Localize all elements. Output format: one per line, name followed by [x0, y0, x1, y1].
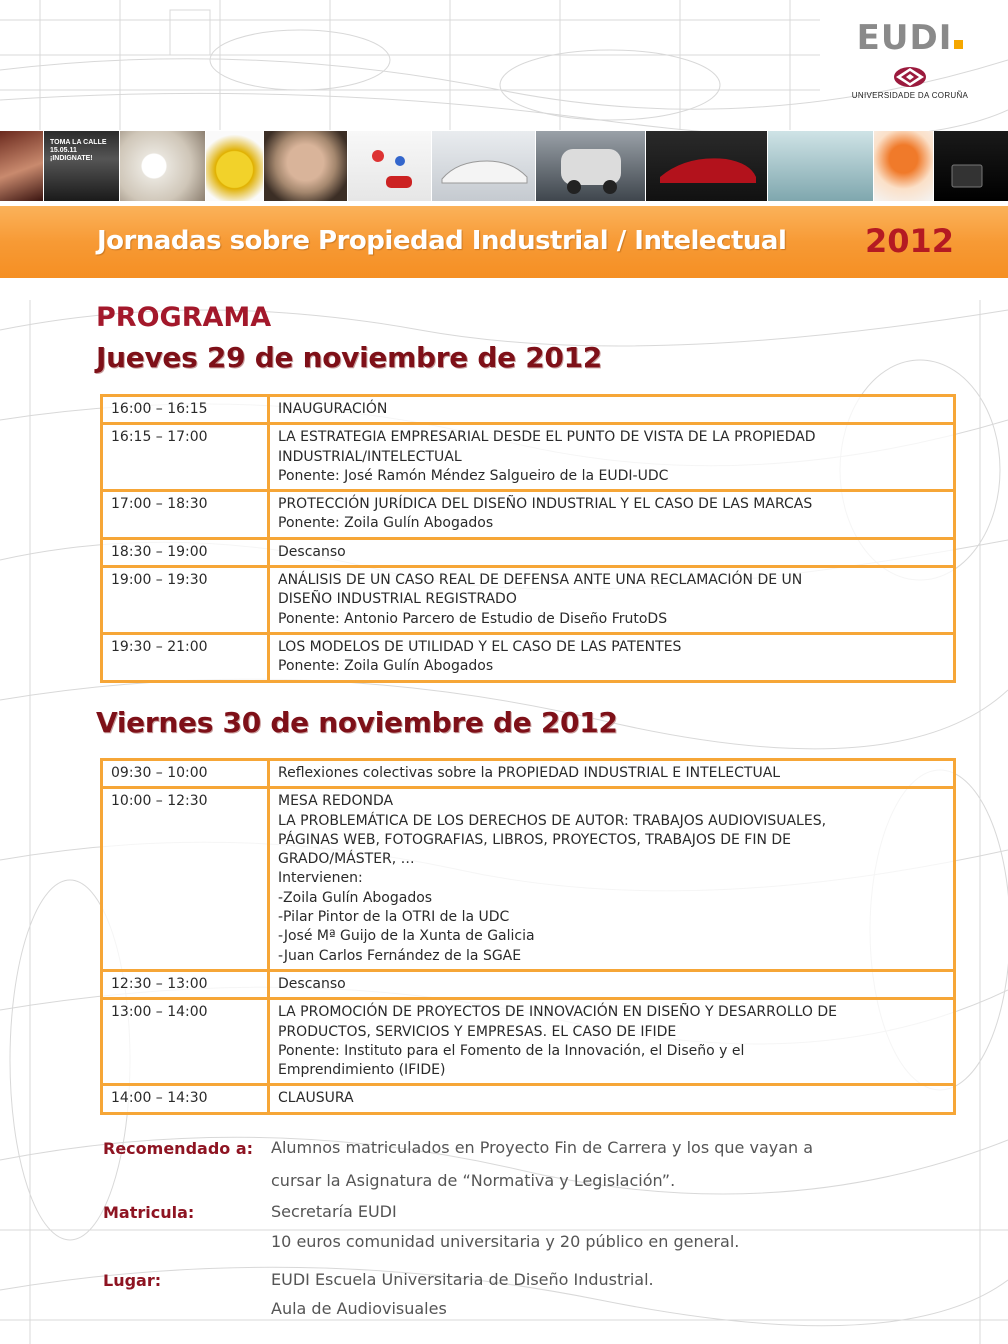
session-time: 10:00 – 12:30: [102, 788, 269, 971]
session-line: MESA REDONDA: [278, 793, 394, 810]
session-description: [269, 999, 955, 1085]
logo-wordmark: EUDI: [856, 18, 953, 58]
schedule-row: [102, 491, 955, 539]
session-description: [269, 970, 955, 998]
recomendado-line-2: cursar la Asignatura de “Normativa y Legislación”.: [271, 1171, 676, 1190]
session-line: GRADO/MÁSTER, …: [278, 851, 415, 868]
university-emblem-icon: [893, 66, 927, 88]
session-line: -Zoila Gulín Abogados: [278, 889, 433, 906]
title-banner: [0, 206, 1008, 278]
session-time: 16:15 – 17:00: [102, 424, 269, 491]
banner-year: 2012: [865, 222, 955, 260]
matricula-line-1: Secretaría EUDI: [271, 1202, 397, 1221]
session-line: Ponente: Instituto para el Fomento de la Innovación, el Diseño y el: [278, 1042, 745, 1059]
photo-tile: [0, 131, 44, 201]
session-time: 18:30 – 19:00: [102, 538, 269, 566]
session-line: Descanso: [278, 543, 346, 560]
recomendado-line-1: Alumnos matriculados en Proyecto Fin de Carrera y los que vayan a: [271, 1138, 814, 1157]
session-line: -José Mª Guijo de la Xunta de Galicia: [278, 928, 535, 945]
session-line: PROTECCIÓN JURÍDICA DEL DISEÑO INDUSTRIAL Y EL CASO DE LAS MARCAS: [278, 496, 813, 513]
session-line: PRODUCTOS, SERVICIOS Y EMPRESAS. EL CASO DE IFIDE: [278, 1023, 677, 1040]
session-description: [269, 760, 955, 788]
session-time: 16:00 – 16:15: [102, 396, 269, 424]
session-time: 12:30 – 13:00: [102, 970, 269, 998]
day2-title: Viernes 30 de noviembre de 2012: [96, 706, 618, 739]
session-description: [269, 538, 955, 566]
schedule-row: [102, 760, 955, 788]
session-line: Descanso: [278, 975, 346, 992]
programa-heading: PROGRAMA: [96, 302, 272, 333]
session-time: 19:30 – 21:00: [102, 633, 269, 681]
session-description: [269, 788, 955, 971]
session-line: -Pilar Pintor de la OTRI de la UDC: [278, 909, 510, 926]
matricula-line-2: 10 euros comunidad universitaria y 20 público en general.: [271, 1232, 740, 1251]
session-line: Intervienen:: [278, 870, 363, 887]
photo-tile: [874, 131, 934, 201]
session-line: Ponente: Antonio Parcero de Estudio de Diseño FrutoDS: [278, 610, 668, 627]
photo-tile: [536, 131, 646, 201]
session-line: Ponente: José Ramón Méndez Salgueiro de la EUDI-UDC: [278, 467, 669, 484]
session-line: INDUSTRIAL/INTELECTUAL: [278, 448, 462, 465]
session-description: [269, 567, 955, 634]
photo-tile: [120, 131, 206, 201]
session-line: CLAUSURA: [278, 1090, 354, 1107]
session-time: 14:00 – 14:30: [102, 1085, 269, 1113]
session-time: 17:00 – 18:30: [102, 491, 269, 539]
photo-tile: [768, 131, 874, 201]
collage-text: TOMA LA CALLE 15.05.11 ¡INDIGNATE!: [50, 139, 107, 162]
recomendado-label: Recomendado a:: [103, 1139, 254, 1158]
session-time: 19:00 – 19:30: [102, 567, 269, 634]
session-line: Reflexiones colectivas sobre la PROPIEDAD INDUSTRIAL E INTELECTUAL: [278, 765, 781, 781]
photo-tile-collage: [44, 131, 120, 201]
photo-tile: [934, 131, 1008, 201]
session-time: 09:30 – 10:00: [102, 760, 269, 788]
session-description: [269, 633, 955, 681]
institution-name: UNIVERSIDADE DA CORUÑA: [851, 91, 969, 100]
session-line: LOS MODELOS DE UTILIDAD Y EL CASO DE LAS PATENTES: [278, 638, 682, 655]
eudi-logo: [850, 18, 970, 100]
session-line: Emprendimiento (IFIDE): [278, 1062, 446, 1079]
schedule-row: [102, 999, 955, 1085]
photo-tile: [432, 131, 536, 201]
session-line: Ponente: Zoila Gulín Abogados: [278, 658, 494, 675]
schedule-row: [102, 424, 955, 491]
session-line: ANÁLISIS DE UN CASO REAL DE DEFENSA ANTE UNA RECLAMACIÓN DE UN: [278, 572, 803, 589]
lugar-label: Lugar:: [103, 1271, 162, 1290]
schedule-row: [102, 633, 955, 681]
photo-tile: [264, 131, 348, 201]
session-line: LA PROMOCIÓN DE PROYECTOS DE INNOVACIÓN EN DISEÑO Y DESARROLLO DE: [278, 1004, 838, 1021]
session-description: [269, 1085, 955, 1113]
session-description: [269, 491, 955, 539]
schedule-row: [102, 567, 955, 634]
session-line: LA PROBLEMÁTICA DE LOS DERECHOS DE AUTOR: TRABAJOS AUDIOVISUALES,: [278, 812, 827, 829]
day2-schedule-table: [100, 758, 956, 1115]
session-line: PÁGINAS WEB, FOTOGRAFIAS, LIBROS, PROYECTOS, TRABAJOS DE FIN DE: [278, 831, 791, 848]
session-line: LA ESTRATEGIA EMPRESARIAL DESDE EL PUNTO DE VISTA DE LA PROPIEDAD: [278, 429, 816, 446]
session-description: [269, 424, 955, 491]
photo-strip: [0, 131, 1008, 201]
day1-schedule-table: [100, 394, 956, 683]
schedule-row: [102, 788, 955, 971]
photo-tile: [206, 131, 264, 201]
schedule-row: [102, 538, 955, 566]
photo-tile: [348, 131, 432, 201]
schedule-row: [102, 970, 955, 998]
banner-title: Jornadas sobre Propiedad Industrial / Intelectual: [97, 226, 787, 256]
matricula-label: Matricula:: [103, 1203, 195, 1222]
session-line: DISEÑO INDUSTRIAL REGISTRADO: [278, 591, 517, 608]
session-description: [269, 396, 955, 424]
lugar-line-1: EUDI Escuela Universitaria de Diseño Industrial.: [271, 1270, 654, 1289]
session-line: Ponente: Zoila Gulín Abogados: [278, 515, 494, 532]
session-line: INAUGURACIÓN: [278, 401, 388, 417]
lugar-line-2: Aula de Audiovisuales: [271, 1299, 447, 1318]
photo-tile: [646, 131, 768, 201]
schedule-row: [102, 396, 955, 424]
session-time: 13:00 – 14:00: [102, 999, 269, 1085]
day1-title: Jueves 29 de noviembre de 2012: [96, 341, 602, 374]
schedule-row: [102, 1085, 955, 1113]
logo-dot-icon: [954, 40, 963, 49]
session-line: -Juan Carlos Fernández de la SGAE: [278, 947, 522, 964]
